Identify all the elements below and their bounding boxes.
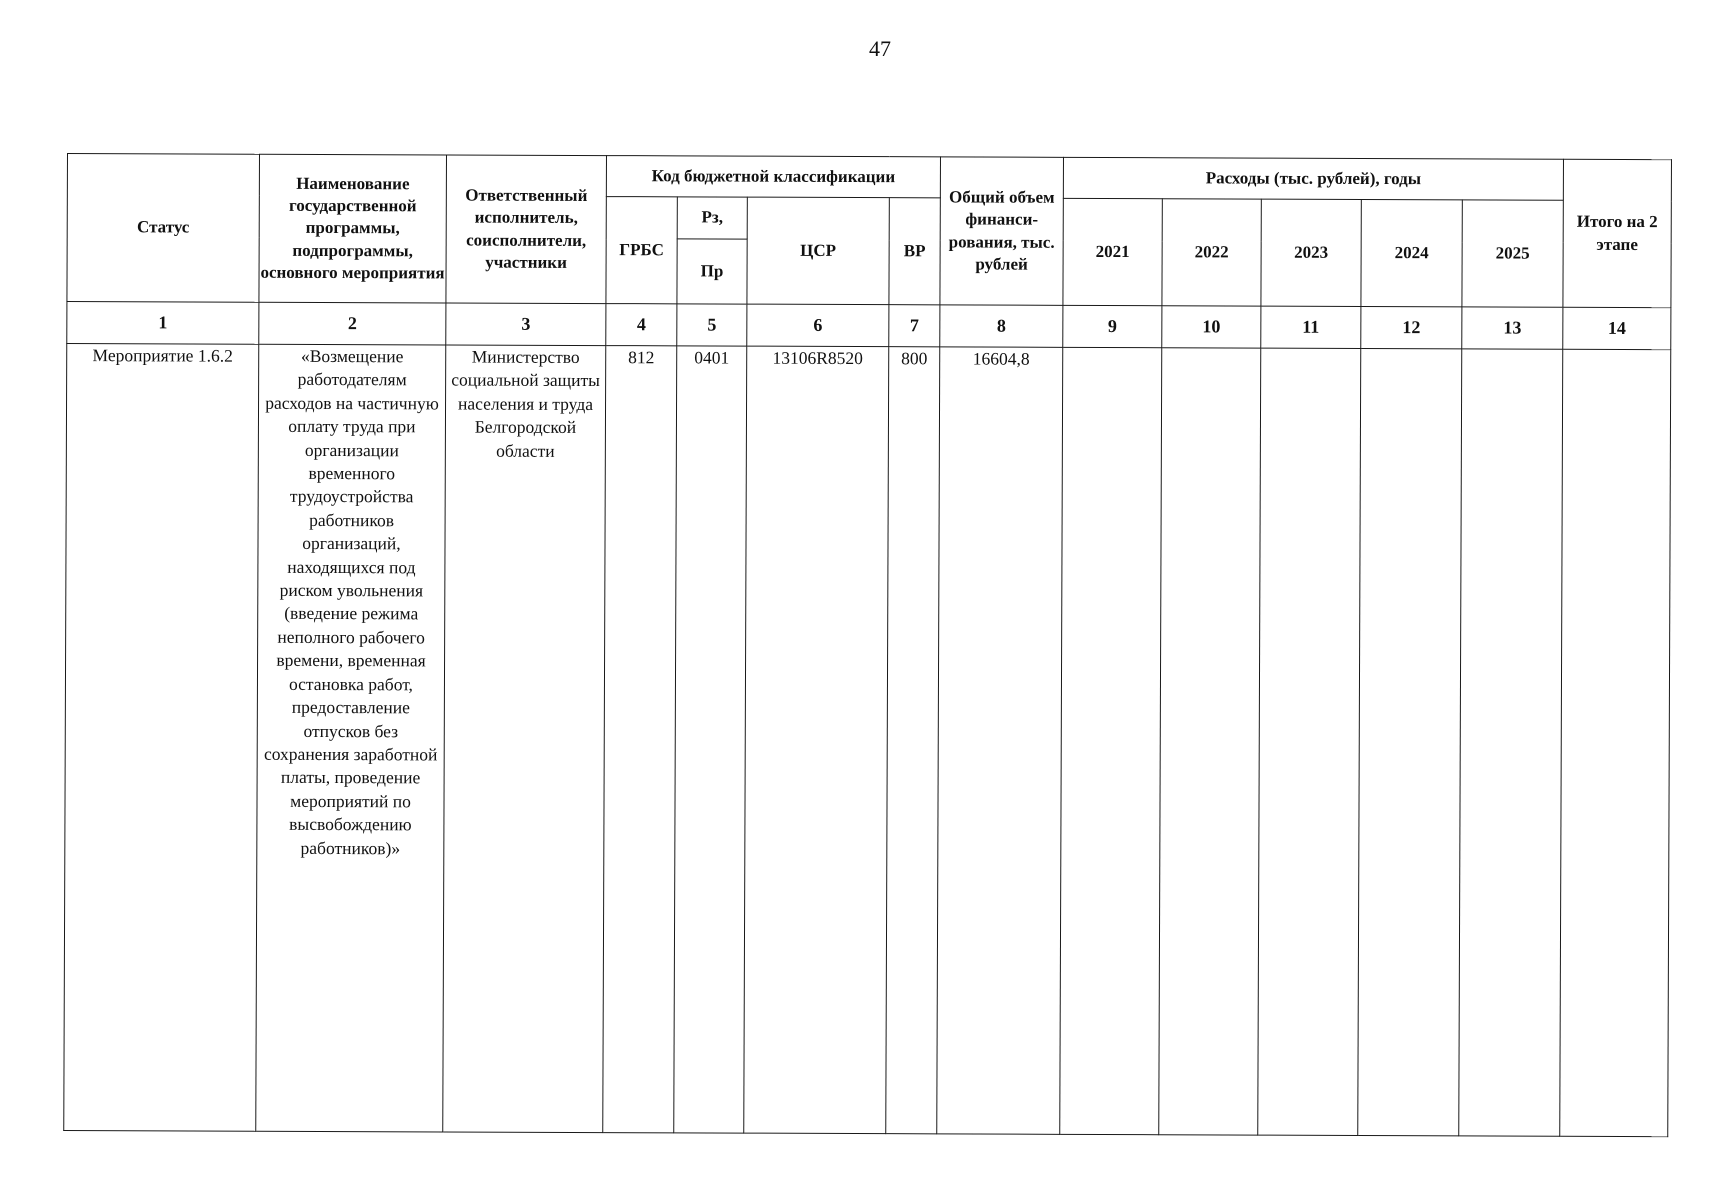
column-number: 13 (1462, 307, 1563, 349)
row-year-2022 (1159, 348, 1261, 1135)
header-year-2023: 2023 (1261, 199, 1361, 306)
column-number: 12 (1361, 306, 1462, 348)
column-number: 6 (747, 304, 889, 347)
header-total-volume: Общий объем финанси-рования, тыс. рублей (940, 157, 1064, 305)
row-year-2025 (1459, 349, 1563, 1136)
row-year-2023 (1258, 348, 1361, 1135)
row-csr: 13106R8520 (744, 346, 889, 1134)
header-csr: ЦСР (747, 197, 889, 305)
row-status: Мероприятие 1.6.2 (64, 344, 259, 1132)
column-number: 1 (67, 302, 259, 345)
column-number: 10 (1162, 306, 1261, 348)
header-year-2025: 2025 (1462, 200, 1563, 307)
column-number: 5 (677, 304, 747, 346)
header-expenses: Расходы (тыс. рублей), годы (1063, 157, 1563, 200)
header-row-1 (67, 154, 1671, 201)
page-number: 47 (869, 36, 891, 61)
header-responsible: Ответственный исполнитель, соисполнители, участники (446, 155, 607, 304)
row-program-name: «Возмещение работодателям расходов на частичную оплату труда при организации временного трудоустройства работников организаций, находящихся под риском увольнения (введение режима неполного рабочего времени, временная остановка работ, предоставление отпусков без сохранения заработной платы, проведение мероприятий по высвобождению работников)» (256, 344, 446, 1132)
column-number: 4 (606, 304, 677, 346)
header-year-2022: 2022 (1162, 199, 1261, 306)
header-total-stage: Итого на 2 этапе (1563, 159, 1672, 307)
column-number: 3 (446, 303, 606, 346)
budget-table (63, 153, 1672, 1137)
row-vr: 800 (886, 347, 940, 1134)
header-status: Статус (67, 154, 260, 303)
header-year-2024: 2024 (1361, 199, 1462, 306)
row-grbs: 812 (603, 346, 677, 1133)
column-number: 2 (259, 302, 446, 345)
row-total: 16604,8 (937, 347, 1063, 1134)
column-number: 11 (1261, 306, 1361, 348)
row-year-2024 (1358, 348, 1462, 1135)
header-pr: Пр (677, 239, 747, 304)
header-budget-code: Код бюджетной классификации (606, 156, 940, 198)
row-responsible: Министерство социальной защиты населения и труда Белгородской области (443, 345, 606, 1133)
header-grbs: ГРБС (606, 197, 677, 304)
column-number: 14 (1563, 307, 1671, 349)
column-number-row (67, 302, 1671, 350)
column-number: 7 (889, 305, 940, 347)
header-rz: Рз, (677, 197, 747, 239)
row-total-stage (1560, 349, 1671, 1136)
column-number: 9 (1063, 305, 1162, 347)
row-rz-pr: 0401 (674, 346, 747, 1133)
table-row (64, 344, 1671, 1137)
column-number: 8 (940, 305, 1063, 347)
header-year-2021: 2021 (1063, 198, 1162, 305)
header-program-name: Наименование государственной программы, подпрограммы, основного мероприятия (259, 154, 447, 303)
row-year-2021 (1060, 347, 1162, 1134)
header-vr: ВР (889, 198, 940, 305)
